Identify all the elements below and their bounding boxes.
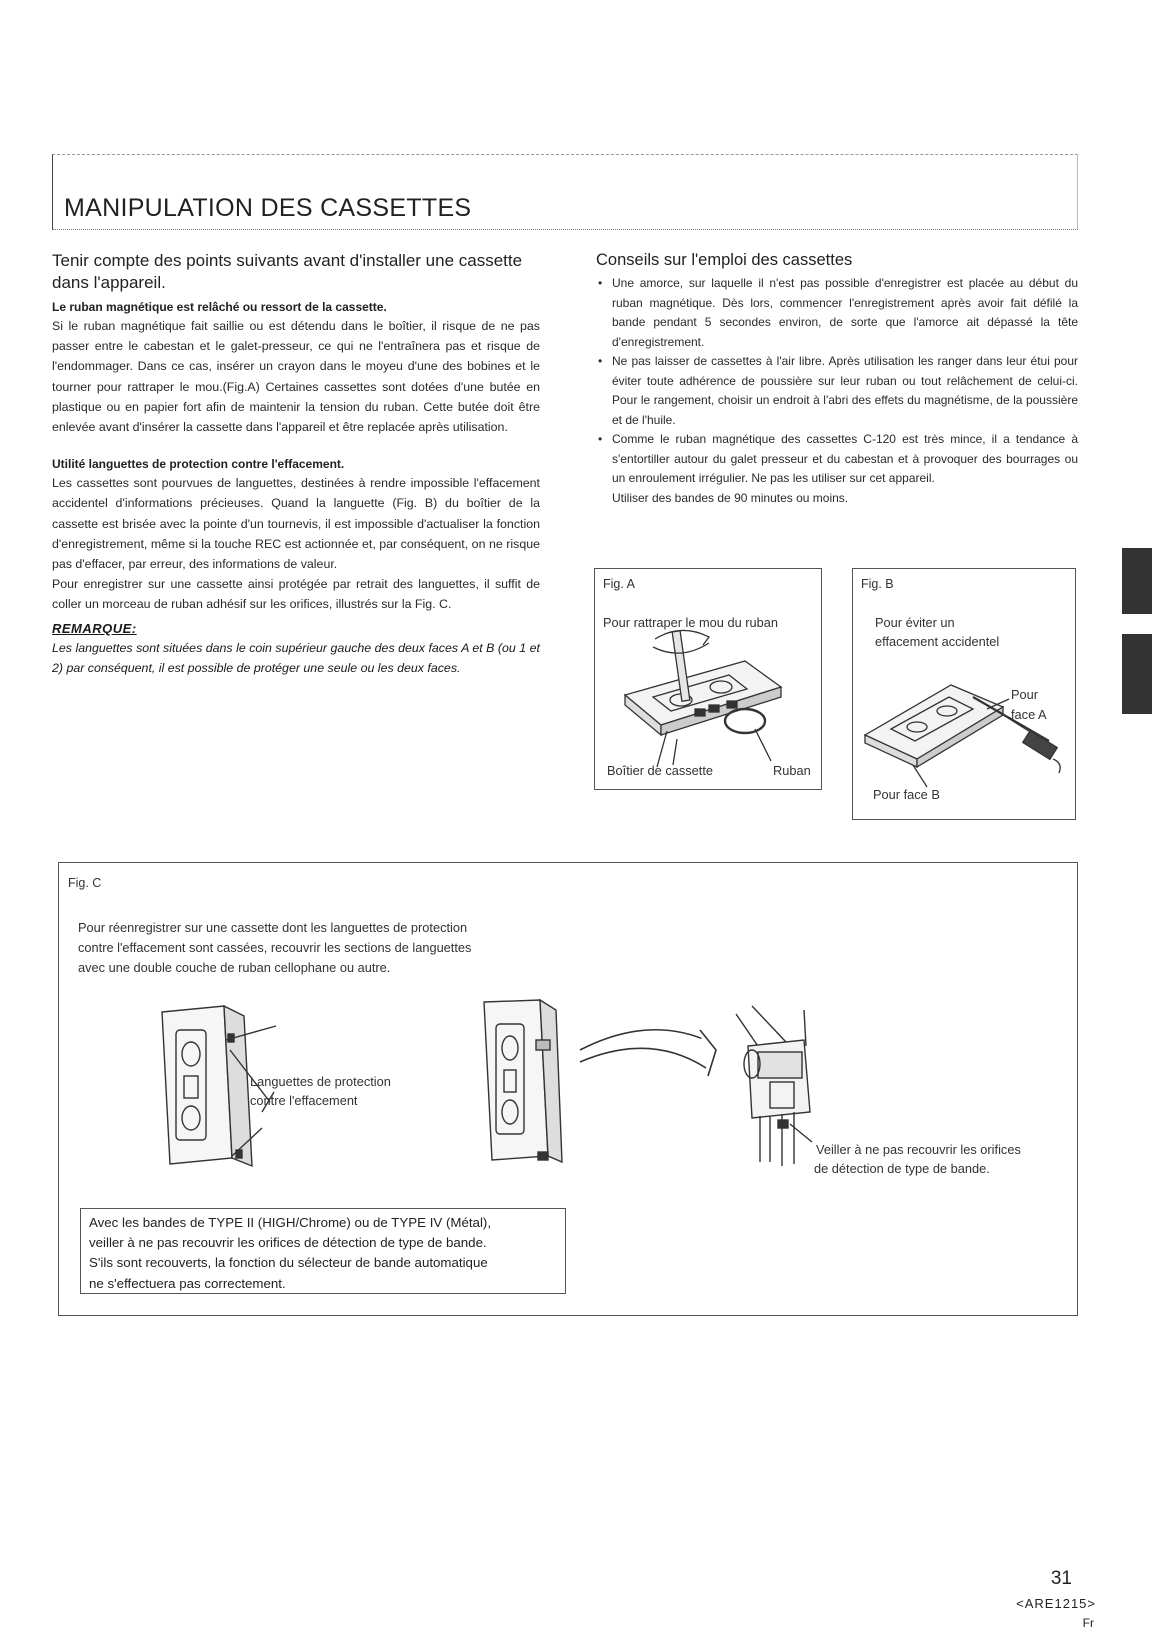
note-line: S'ils sont recouverts, la fonction du sélecteur de bande automatique (89, 1255, 488, 1271)
tip-item: • Comme le ruban magnétique des cassettes C-120 est très mince, il a tendance à s'entortiller autour du galet presseur et du cabestan et à provoquer des bourrages ou un enroulement irrégulier. Ne pas les utiliser sur cet appareil. (596, 430, 1078, 489)
tip-item: • Une amorce, sur laquelle il n'est pas possible d'enregistrer est placée au début du ruban magnétique. Dès lors, commencer l'enregistrement après avoir fait défilé la bande pendant 5 secondes environ, de sorte que l'amorce ait dépassé la tête d'enregistrement. (596, 274, 1078, 352)
figure-c-note (80, 1208, 566, 1294)
section-loose-tape-title: Le ruban magnétique est relâché ou ressort de la cassette. (52, 300, 387, 314)
figure-c-intro-2: contre l'effacement sont cassées, recouvrir les sections de languettes (78, 940, 472, 955)
section-erase-tabs-text-1: Les cassettes sont pourvues de languettes, destinées à rendre impossible l'effacement accidentel d'informations précieuses. Quand la languette (Fig. B) du boîtier de la cassette est brisée avec la pointe d'un tournevis, il est impossible d'actualiser la fonction d'enregistrement, même si la touche REC est actionnée et, par conséquent, on ne risque pas d'effacer, par erreur, des informations de valeur. (52, 476, 540, 572)
figure-c-intro-3: avec une double couche de ruban cellophane ou autre. (78, 960, 391, 975)
right-heading: Conseils sur l'emploi des cassettes (596, 251, 853, 269)
tip-extra: Utiliser des bandes de 90 minutes ou moins. (612, 490, 849, 505)
section-erase-tabs-title: Utilité languettes de protection contre l'effacement. (52, 457, 345, 472)
figure-b-caption-1: Pour éviter un (875, 615, 955, 630)
figure-b-caption-2: effacement accidentel (875, 634, 1000, 649)
figure-c-warning-2: de détection de type de bande. (814, 1161, 990, 1176)
figure-a-tape-label: Ruban (773, 763, 811, 778)
section-erase-tabs-text-2: Pour enregistrer sur une cassette ainsi protégée par retrait des languettes, il suffit de coller un morceau de ruban adhésif sur les orifices, illustrés sur la Fig. C. (52, 577, 540, 612)
note-line: veiller à ne pas recouvrir les orifices de détection de type de bande. (89, 1235, 487, 1251)
tip-item: • Ne pas laisser de cassettes à l'air libre. Après utilisation les ranger dans leur étui pour éviter toute adhérence de poussière sur leur ruban ou tout relâchement de celui-ci. Pour le rangement, choisir un endroit à l'abri des effets du magnétisme, de la poussière et de l'huile. (596, 352, 1078, 430)
figure-b-face-b: Pour face B (873, 787, 940, 802)
note-line: Avec les bandes de TYPE II (HIGH/Chrome) ou de TYPE IV (Métal), (89, 1215, 492, 1230)
left-heading: Tenir compte des points suivants avant d'installer une cassette dans l'appareil. (52, 251, 523, 292)
side-tab (1122, 634, 1152, 714)
figure-a-label: Fig. A (603, 577, 635, 591)
section-loose-tape-text: Si le ruban magnétique fait saillie ou est détendu dans le boîtier, il risque de ne pas passer entre le cabestan et le galet-presseur, ce qui ne l'entraînera pas et risque de l'endommager. Dans ce cas, insérer un crayon dans le moyeu d'une des bobines et le tourner pour rattraper le mou.(Fig.A) Certaines cassettes sont dotées d'une butée en plastique ou en papier fort afin de maintenir la tension du ruban. Cette butée doit être enlevée avant d'insérer la cassette dans l'appareil et être replacée après utilisation. (52, 319, 540, 435)
figure-c-tabs-label-2: contre l'effacement (250, 1093, 358, 1108)
remark-text: Les languettes sont situées dans le coin supérieur gauche des deux faces A et B (ou 1 et 2) par conséquent, il est possible de protéger une seule ou les deux faces. (52, 640, 540, 675)
document-code: <ARE1215> (1016, 1596, 1096, 1611)
figure-c-warning-1: Veiller à ne pas recouvrir les orifices (816, 1142, 1021, 1157)
page-number: 31 (1050, 1568, 1072, 1589)
note-line: ne s'effectuera pas correctement. (89, 1275, 286, 1291)
figure-a-case-label: Boîtier de cassette (607, 763, 713, 778)
side-tab (1122, 548, 1152, 614)
remark-title: REMARQUE: (52, 620, 137, 636)
figure-b-face-a-1: Pour (1011, 687, 1039, 702)
page-title: MANIPULATION DES CASSETTES (64, 194, 472, 222)
figure-b-label: Fig. B (861, 577, 894, 591)
figure-a-caption: Pour rattraper le mou du ruban (603, 615, 778, 630)
language-code: Fr (1082, 1616, 1094, 1630)
figure-c-label: Fig. C (68, 876, 102, 890)
figure-c-tabs-label-1: Languettes de protection (250, 1074, 391, 1089)
figure-c-intro-1: Pour réenregistrer sur une cassette dont les languettes de protection (78, 920, 468, 935)
figure-b-face-a-2: face A (1011, 707, 1047, 722)
